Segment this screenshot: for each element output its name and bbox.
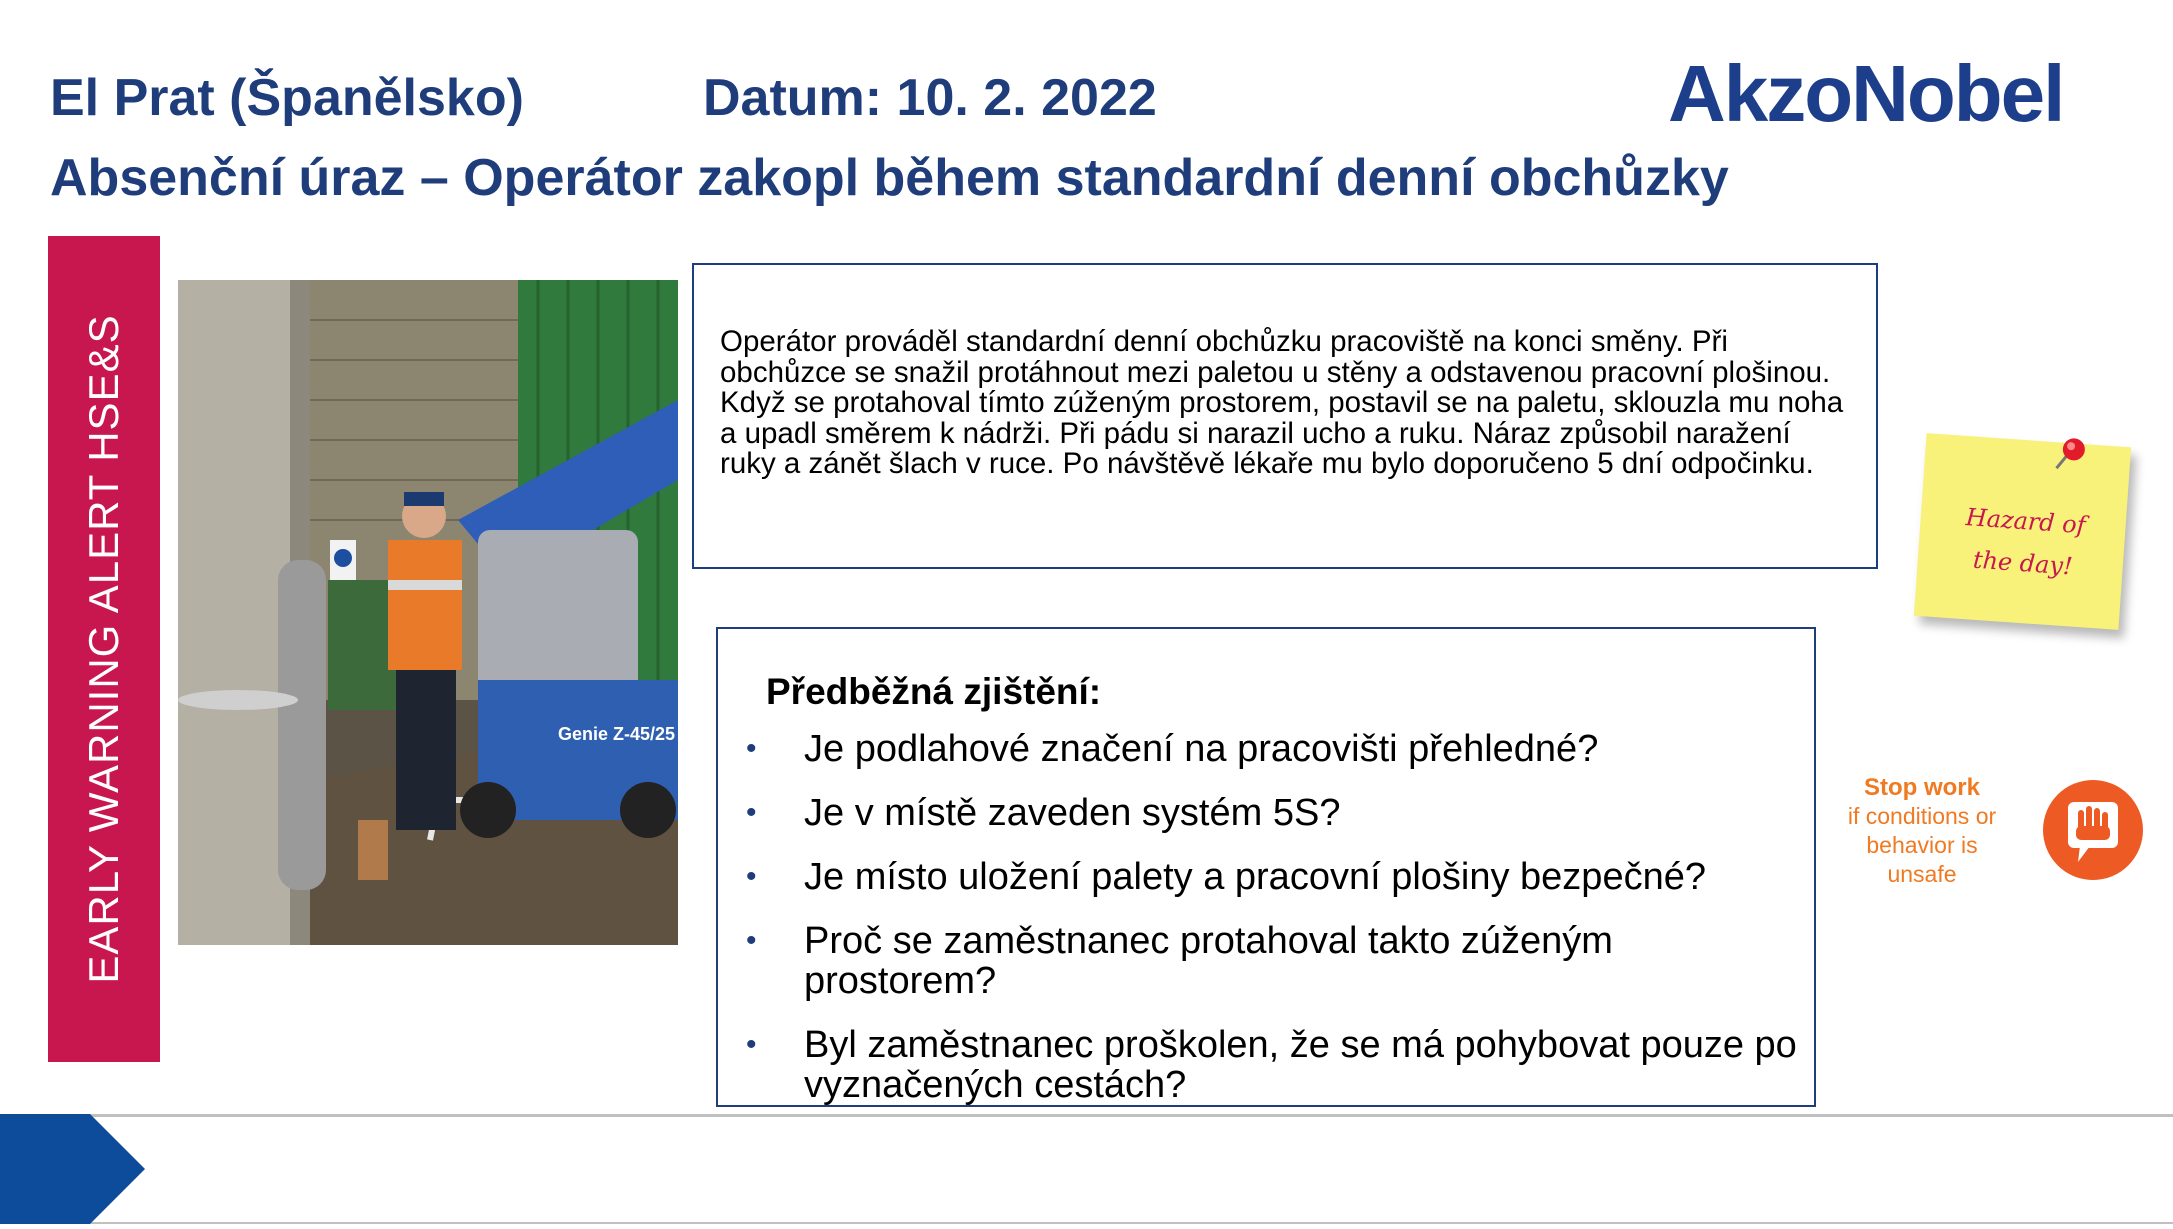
lift-label: Genie Z-45/25	[558, 724, 676, 744]
bullet-icon: •	[746, 796, 757, 829]
findings-box	[716, 627, 1816, 1107]
bullet-icon: •	[746, 860, 757, 893]
page-title: Absenční úraz – Operátor zakopl během standardní denní obchůzky	[50, 149, 1729, 207]
stop-work-text: Stop work if conditions or behavior is unsafe	[1847, 774, 1997, 887]
incident-photo-illustration	[178, 280, 678, 945]
pushpin-icon	[2052, 432, 2095, 475]
findings-item: • Je místo uložení palety a pracovní plošiny bezpečné?	[746, 856, 1706, 898]
findings-item: • Byl zaměstnanec proškolen, že se má pohybovat pouze po vyznačených cestách?	[746, 1024, 1797, 1106]
stop-hand-icon	[2040, 780, 2146, 880]
findings-list	[744, 729, 1804, 1129]
bullet-icon: •	[746, 924, 757, 957]
sidebar-label: EARLY WARNING ALERT HSE&S	[80, 314, 127, 984]
bullet-icon: •	[746, 732, 757, 765]
sticky-note-text: Hazard of the day!	[1964, 503, 2087, 581]
footer-chevron-icon	[0, 1114, 145, 1224]
findings-item: • Proč se zaměstnanec protahoval takto zúženým prostorem?	[746, 920, 1613, 1002]
findings-item: • Je v místě zaveden systém 5S?	[746, 792, 1341, 834]
incident-photo	[178, 280, 678, 945]
bullet-icon: •	[746, 1028, 757, 1061]
hazard-of-the-day-note	[1920, 440, 2140, 660]
findings-heading: Předběžná zjištění:	[766, 671, 1102, 712]
alert-sidebar	[48, 236, 160, 1062]
sticky-note	[1914, 433, 2131, 630]
footer-divider	[0, 1114, 2173, 1117]
akzonobel-logo: AkzoNobel	[1668, 49, 2064, 138]
findings-item: • Je podlahové značení na pracovišti přehledné?	[746, 728, 1599, 770]
date-title: Datum: 10. 2. 2022	[703, 69, 1157, 127]
incident-description: Operátor prováděl standardní denní obchůzku pracoviště na konci směny. Při obchůzce se snažil protáhnout mezi paletou u stěny a odstavenou pracovní plošinou. Když se protahoval tímto zúženým prostorem, postavil se na paletu, sklouzla mu noha a upadl směrem k nádrži. Při pádu si narazil ucho a ruku. Náraz způsobil naražení ruky a zánět šlach v ruce. Po návštěvě lékaře mu bylo doporučeno 5 dní odpočinku.	[720, 325, 1844, 480]
location-title: El Prat (Španělsko)	[50, 69, 524, 127]
incident-description-box	[692, 263, 1878, 569]
